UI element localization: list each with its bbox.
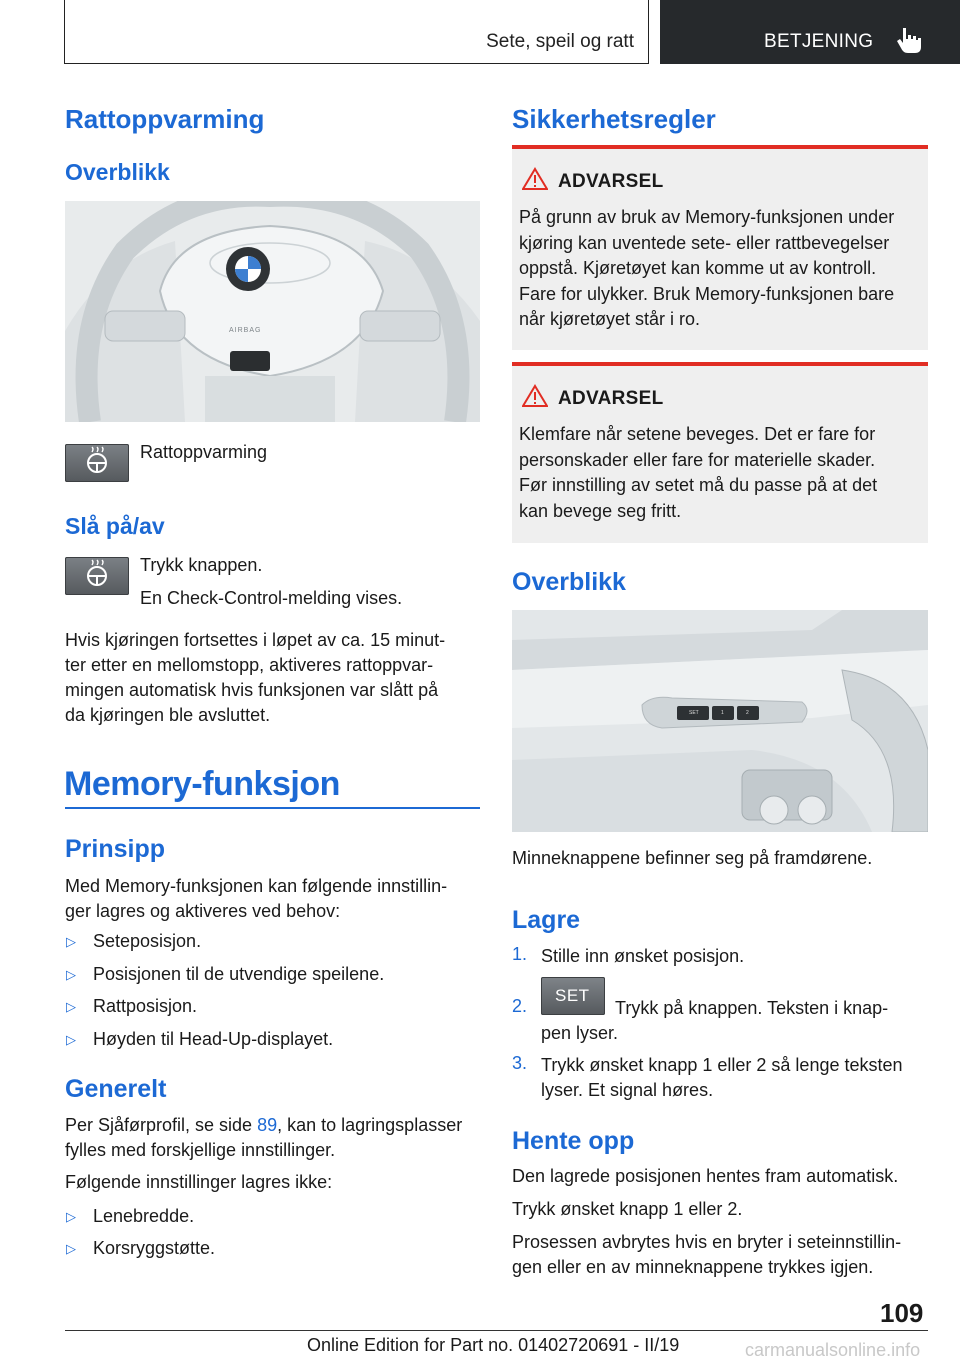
step-text: Trykk på knappen. Teksten i knap- [615, 998, 889, 1018]
bullet-triangle-icon: ▷ [66, 934, 76, 949]
warning-body [519, 205, 923, 333]
subsection-title-hente-opp: Hente opp [512, 1127, 635, 1155]
steering-heating-button-icon-2 [65, 557, 129, 595]
warning-line: Klemfare når setene beveges. Det er fare for [519, 424, 876, 444]
list-item: Posisjonen til de utvendige speilene. [93, 964, 385, 984]
door-button-set-label: SET [689, 710, 699, 716]
prinsipp-text-line: ger lagres og aktiveres ved behov: [65, 901, 341, 921]
header-chapter-title: BETJENING [764, 31, 874, 52]
door-memory-buttons-illustration [512, 610, 928, 832]
footer-rule [65, 1330, 928, 1331]
step-number: 1. [512, 944, 528, 964]
warning-triangle-icon [522, 384, 548, 408]
door-button-2-label: 2 [746, 710, 749, 716]
set-button-label: SET [555, 986, 590, 1005]
set-button-icon [541, 977, 605, 1015]
bullet-triangle-icon: ▷ [66, 1241, 76, 1256]
warning-box-1 [512, 145, 928, 350]
warning-line: kjøring kan uventede sete- eller rattbevegelser [519, 232, 890, 253]
hente-line: gen eller en av minneknappene trykkes igjen. [512, 1257, 874, 1277]
list-item: Lenebredde. [93, 1206, 195, 1226]
warning-triangle-icon [522, 167, 548, 191]
page-number: 109 [880, 1298, 924, 1328]
subsection-title-generelt: Generelt [65, 1075, 167, 1103]
header-chapter-box [660, 0, 960, 64]
steering-wheel-airbag-text: AIRBAG [229, 327, 262, 334]
door-caption: Minneknappene befinner seg på framdørene. [512, 848, 873, 868]
warning-line: oppstå. Kjøretøyet kan komme ut av kontroll. [519, 258, 877, 278]
warning-line: når kjøretøyet står i ro. [519, 309, 701, 329]
para-line: da kjøringen ble avsluttet. [65, 705, 271, 725]
chapter-title-memory-funksjon: Memory-funksjon [64, 765, 340, 803]
hente-line: Trykk ønsket knapp 1 eller 2. [512, 1199, 743, 1219]
ikke-lagres-text: Følgende innstillinger lagres ikke: [65, 1172, 333, 1192]
steering-wheel-drawing [65, 201, 480, 422]
subsection-title-sla-pa-av: Slå på/av [65, 513, 165, 539]
bullet-triangle-icon: ▷ [66, 1209, 76, 1224]
chapter-title-underline [65, 807, 480, 809]
door-button-1-label: 1 [721, 710, 724, 716]
list-item: Seteposisjon. [93, 931, 202, 951]
para-line: ter etter en mellomstopp, aktiveres rattoppvar- [65, 655, 434, 675]
warning-box-2 [512, 362, 928, 543]
step-text: lyser. Et signal høres. [541, 1080, 714, 1100]
prinsipp-text-line: Med Memory-funksjonen kan følgende innstillin- [65, 876, 448, 896]
warning-body [519, 422, 923, 524]
warning-line: Fare for ulykker. Bruk Memory-funksjonen bare [519, 283, 895, 304]
hente-line: Prosessen avbrytes hvis en bryter i seteinnstillin- [512, 1232, 902, 1252]
subsection-title-overblikk-right: Overblikk [512, 568, 626, 596]
step-number: 2. [512, 996, 528, 1016]
bullet-triangle-icon: ▷ [66, 1032, 76, 1047]
generelt-text-pre: Per Sjåførprofil, se side [65, 1115, 258, 1135]
warning-line: kan bevege seg fritt. [519, 500, 682, 521]
list-item: Høyden til Head-Up-displayet. [93, 1029, 334, 1049]
para-line: Hvis kjøringen fortsettes i løpet av ca. 15 minut- [65, 630, 446, 650]
step-number: 3. [512, 1053, 528, 1073]
instruction-melding: En Check-Control-melding vises. [140, 588, 403, 608]
pointing-hand-icon [896, 26, 922, 54]
icon-caption-rattoppvarming: Rattoppvarming [140, 442, 268, 462]
page-link-89[interactable]: 89 [257, 1115, 278, 1135]
list-item: Rattposisjon. [93, 996, 198, 1016]
bullet-triangle-icon: ▷ [66, 999, 76, 1014]
watermark-text: carmanualsonline.info [745, 1340, 921, 1360]
warning-title: ADVARSEL [558, 171, 664, 192]
generelt-line-2: fylles med forskjellige innstillinger. [65, 1140, 336, 1160]
generelt-text-post: , kan to lagringsplasser [277, 1115, 463, 1135]
subsection-title-lagre: Lagre [512, 906, 581, 934]
step-text: Trykk ønsket knapp 1 eller 2 så lenge teksten [541, 1055, 903, 1075]
subsection-title-overblikk-left: Overblikk [65, 159, 170, 185]
step-text: Stille inn ønsket posisjon. [541, 946, 745, 966]
warning-title: ADVARSEL [558, 388, 664, 409]
generelt-line-1 [65, 1113, 462, 1138]
header-section-box [64, 0, 649, 64]
steering-heating-button-icon [65, 444, 129, 482]
bullet-triangle-icon: ▷ [66, 967, 76, 982]
section-title-sikkerhetsregler: Sikkerhetsregler [512, 104, 716, 134]
list-item: Korsryggstøtte. [93, 1238, 216, 1258]
steering-heating-icon [65, 444, 129, 482]
section-title-rattoppvarming: Rattoppvarming [65, 104, 265, 134]
steering-wheel-illustration [65, 201, 480, 422]
header-section-title: Sete, speil og ratt [486, 31, 634, 52]
warning-line: På grunn av bruk av Memory-funksjonen under [519, 207, 895, 227]
footer-edition: Online Edition for Part no. 01402720691 - II/19 [307, 1335, 680, 1355]
door-panel-drawing [512, 610, 928, 832]
subsection-title-prinsipp: Prinsipp [65, 835, 166, 863]
warning-line: personskader eller fare for materielle skader. [519, 449, 876, 470]
hente-line: Den lagrede posisjonen hentes fram automatisk. [512, 1166, 899, 1186]
steering-heating-icon [65, 557, 129, 595]
step-text: pen lyser. [541, 1023, 619, 1043]
para-line: mingen automatisk hvis funksjonen var slått på [65, 680, 439, 700]
warning-line: Før innstilling av setet må du passe på at det [519, 475, 878, 495]
instruction-trykk-knappen: Trykk knappen. [140, 555, 263, 575]
